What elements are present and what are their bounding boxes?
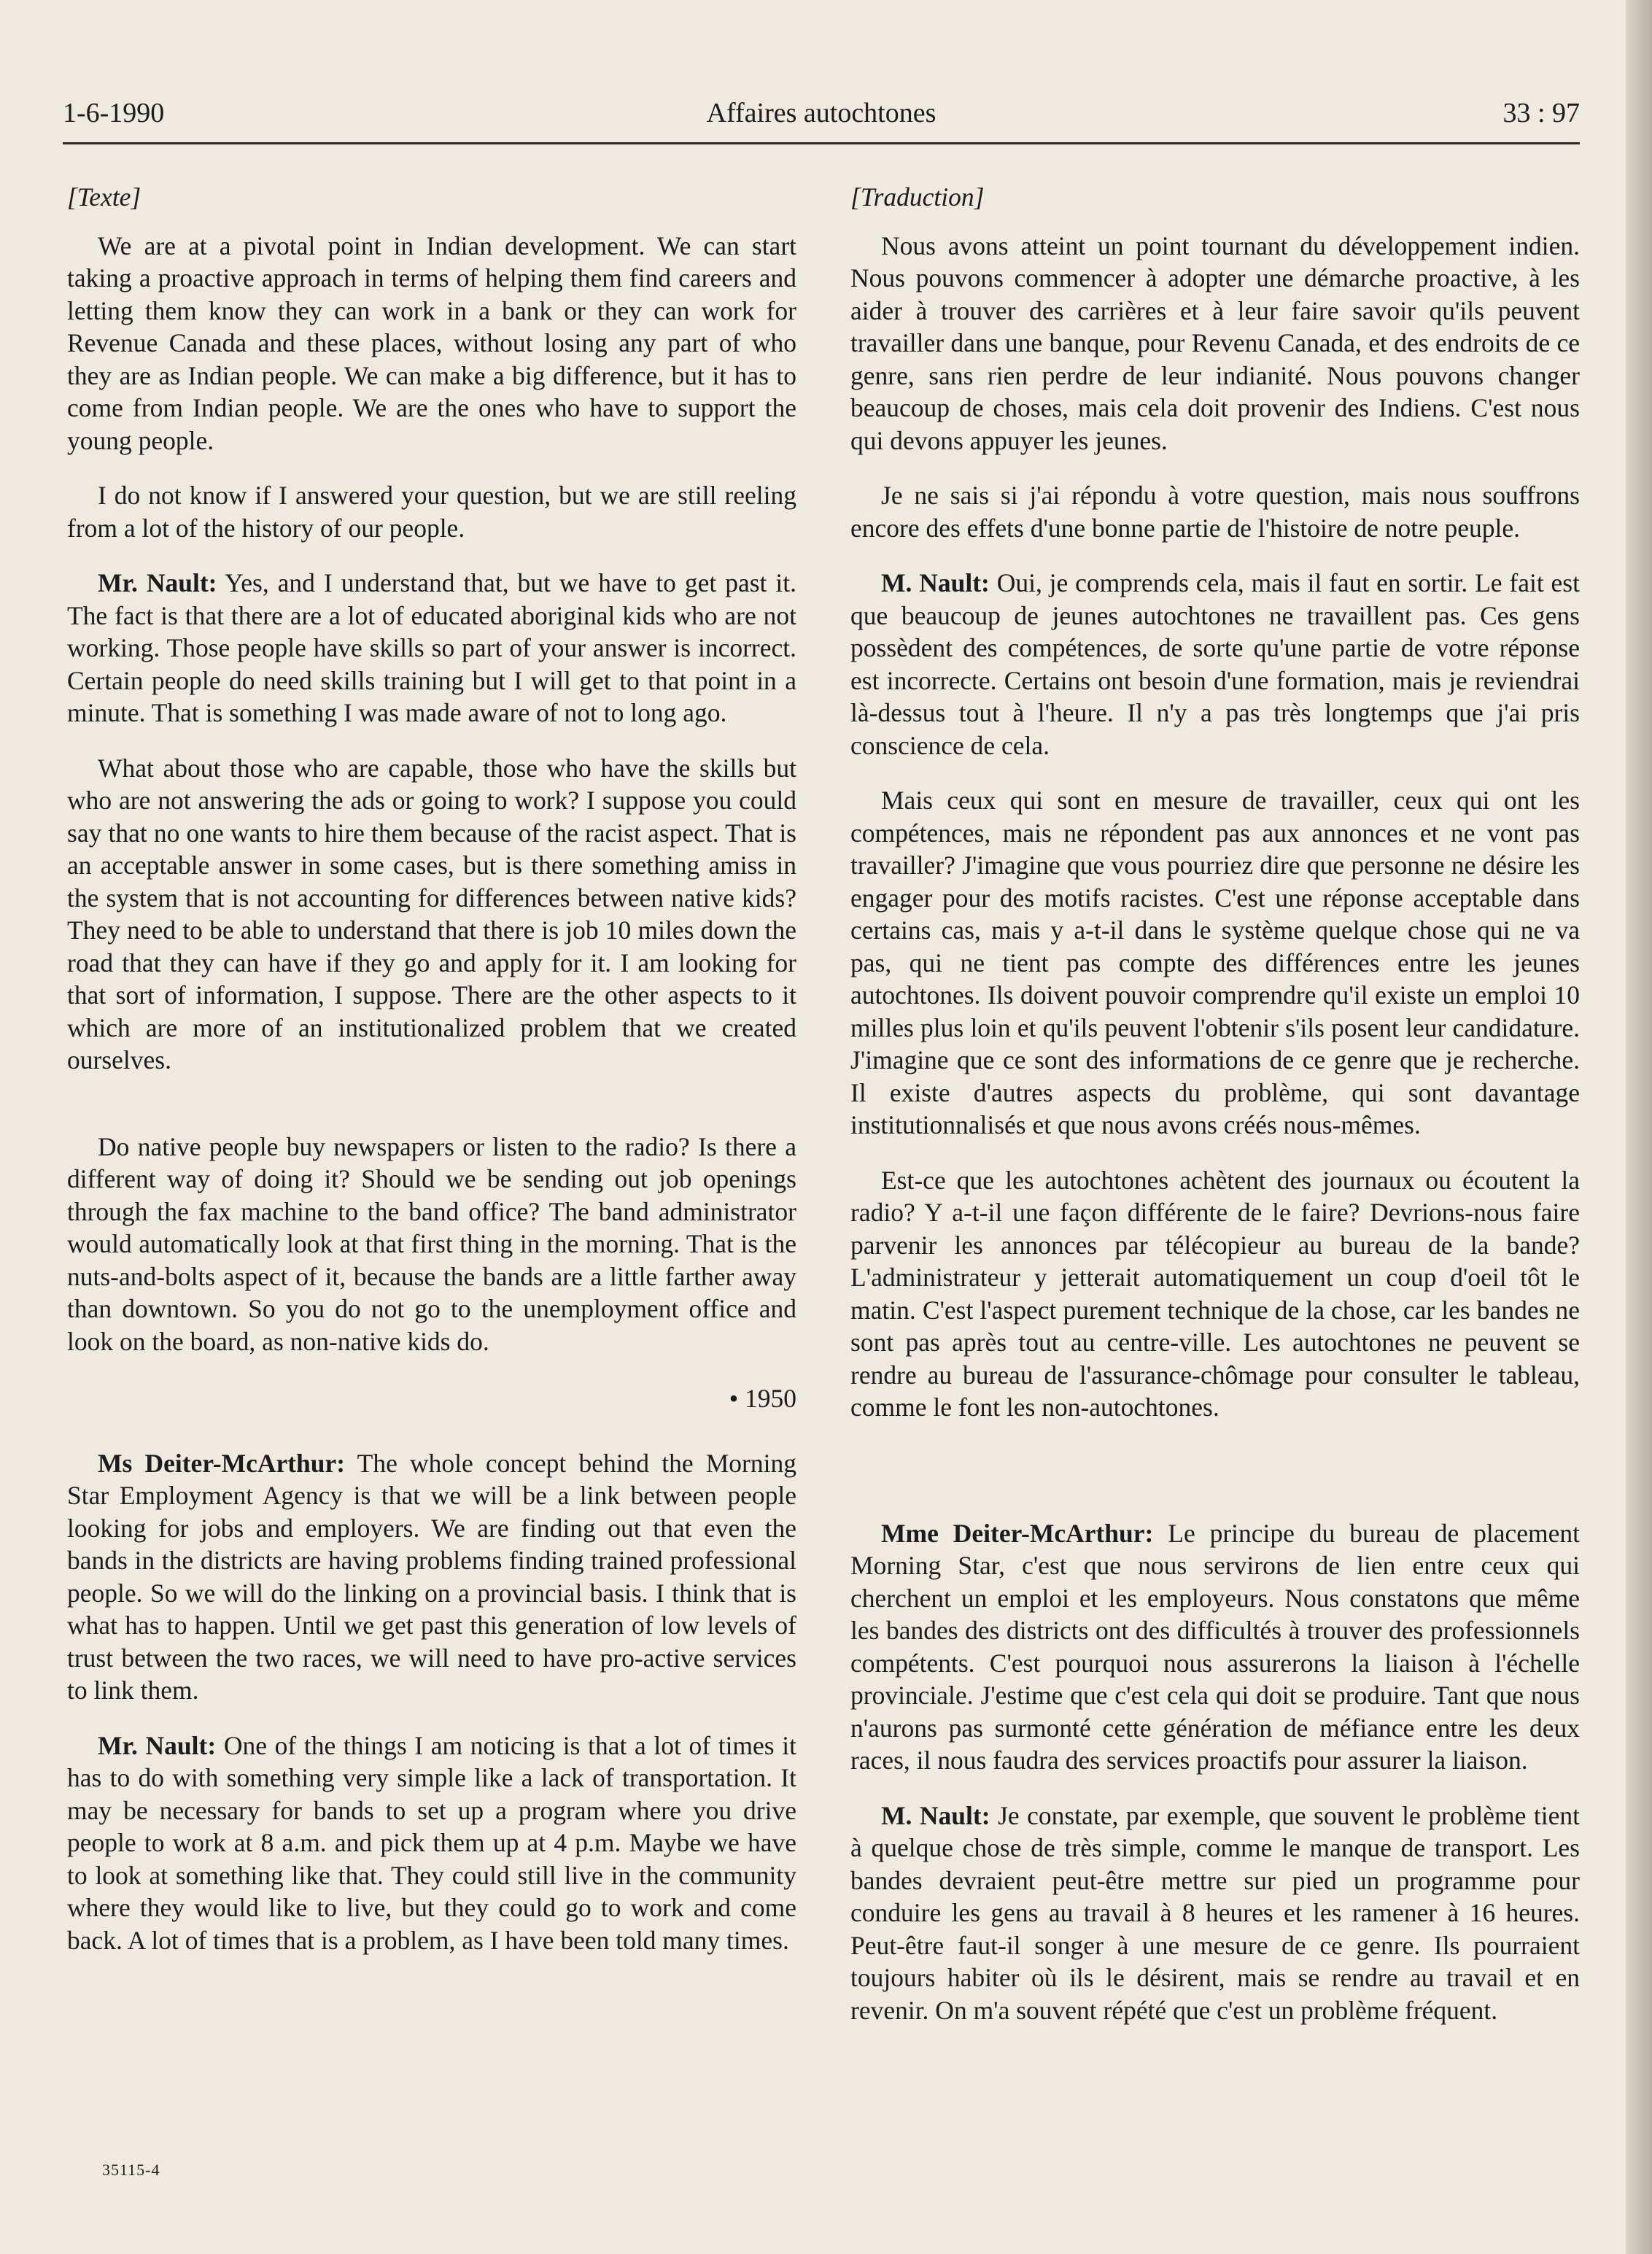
paragraph: Est-ce que les autochtones achètent des journaux ou écoutent la radio? Y a-t-il une façon différente de le faire? Devrions-nous faire parvenir les annonces par télécopieur au bureau de la bande? L'administrateur y jetterait automatiquement un coup d'oeil tôt le matin. C'est l'aspect purement technique de la chose, car les bandes ne sont pas après tout au centre-ville. Les autochtones ne peuvent se rendre au bureau de l'assurance-chômage pour consulter le tableau, comme le font les non-autochtones. bbox=[850, 1165, 1580, 1422]
header-date: 1-6-1990 bbox=[63, 98, 165, 128]
speech-text: Le principe du bureau de placement Morning Star, c'est que nous servirons de lien entre ceux qui cherchent un emploi et les employeurs. Nous constatons que même les bandes des districts ont des difficultés à trouver des professionnels compétents. C'est pourquoi nous assurerons la liaison à l'échelle provinciale. J'estime que c'est cela qui doit se produire. Tant que nous n'aurons pas surmonté cette génération de méfiance entre les deux races, il nous faudra des services proactifs pour assurer la liaison. bbox=[850, 1518, 1580, 1775]
paragraph: We are at a pivotal point in Indian development. We can start taking a proactive approach in terms of helping them find careers and letting them know they can work in a bank or they can work for Revenue Canada and these places, without losing any part of who they are as Indian people. We can make a big difference, but it has to come from Indian people. We are the ones who have to support the young people. bbox=[67, 231, 796, 455]
speaker-paragraph bbox=[67, 567, 796, 729]
speech-text: Je constate, par exemple, que souvent le problème tient à quelque chose de très simple, comme le manque de transport. Les bandes devraient peut-être mettre sur pied un programme pour conduire les gens au travail à 8 heures et les ramener à 16 heures. Peut-être faut-il songer à une mesure de ce genre. Ils pourraient toujours habiter où ils le désirent, mais se rendre au travail et en revenir. On m'a souvent répété que c'est un problème fréquent. bbox=[850, 1800, 1580, 2025]
speaker-name: M. Nault: bbox=[881, 568, 990, 597]
paragraph: Je ne sais si j'ai répondu à votre question, mais nous souffrons encore des effets d'une bonne partie de l'histoire de notre peuple. bbox=[850, 481, 1580, 543]
paragraph: Do native people buy newspapers or listen to the radio? Is there a different way of doing it? Should we be sending out job openings through the fax machine to the band office? The band administrator would automatically look at that first thing in the morning. That is the nuts-and-bolts aspect of it, because the bands are a little farther away than downtown. So you do not go to the unemployment office and look on the board, as non-native kids do. bbox=[67, 1131, 796, 1356]
speaker-paragraph bbox=[67, 1447, 796, 1707]
speech-text: Yes, and I understand that, but we have to get past it. The fact is that there are a lot of educated aboriginal kids who are not working. Those people have skills so part of your answer is incorrect. Certain people do need skills training but I will get to that point in a minute. That is something I was made aware of not to long ago. bbox=[67, 568, 796, 727]
french-column bbox=[850, 181, 1580, 2049]
time-marker: • 1950 bbox=[729, 1384, 796, 1413]
text-label: [Texte] bbox=[67, 182, 141, 212]
english-column bbox=[67, 181, 796, 1979]
speaker-name: Mr. Nault: bbox=[98, 1730, 217, 1760]
speaker-paragraph bbox=[850, 1517, 1580, 1777]
speech-text: One of the things I am noticing is that a lot of times it has to do with something very simple like a lack of transportation. It may be necessary for bands to set up a program where you drive people to work at 8 a.m. and pick them up at 4 p.m. Maybe we have to look at something like that. They could still live in the community where they would like to live, but they could go to work and come back. A lot of times that is a problem, as I have been told many times. bbox=[67, 1730, 796, 1955]
paragraph: What about those who are capable, those who have the skills but who are not answering the ads or going to work? I suppose you could say that no one wants to hire them because of the racist aspect. That is an acceptable answer in some cases, but is there something amiss in the system that is not accounting for differences between native kids? They need to be able to understand that there is job 10 miles down the road that they can have if they go and apply for it. I am looking for that sort of information, I suppose. There are the other aspects to it which are more of an institutionalized problem that we created ourselves. bbox=[67, 753, 796, 1074]
speech-text: The whole concept behind the Morning Star Employment Agency is that we will be a link between people looking for jobs and employers. We are finding out that even the bands in the districts are having problems finding trained professional people. So we will do the linking on a provincial basis. I think that is what has to happen. Until we get past this generation of low levels of trust between the two races, we will need to have pro-active services to link them. bbox=[67, 1448, 796, 1705]
paragraph: Mais ceux qui sont en mesure de travailler, ceux qui ont les compétences, mais ne répondent pas aux annonces et ne vont pas travailler? J'imagine que vous pourriez dire que personne ne désire les engager pour des motifs racistes. C'est une réponse acceptable dans certains cas, mais y a-t-il dans le système quelque chose qui ne va pas, qui ne tient pas compte des différences entre les jeunes autochtones. Ils doivent pouvoir comprendre qu'il existe un emploi 10 milles plus loin et qu'ils peuvent l'obtenir s'ils posent leur candidature. J'imagine que ce sont des informations de ce genre que je recherche. Il existe d'autres aspects du problème, qui sont davantage institutionnalisés et que nous avons créés nous-mêmes. bbox=[850, 786, 1580, 1139]
speaker-name: Mr. Nault: bbox=[98, 568, 217, 597]
speaker-paragraph bbox=[850, 1800, 1580, 2027]
speaker-paragraph bbox=[67, 1730, 796, 1957]
speaker-name: Mme Deiter-McArthur: bbox=[881, 1518, 1154, 1548]
header-title: Affaires autochtones bbox=[706, 98, 936, 128]
speech-text: Oui, je comprends cela, mais il faut en sortir. Le fait est que beaucoup de jeunes autochtones ne travaillent pas. Ces gens possèdent des compétences, de sorte qu'une partie de votre réponse est incorrecte. Certains ont besoin d'une formation, mais je reviendrai là-dessus tout à l'heure. Il n'y a pas très longtemps que j'ai pris conscience de cela. bbox=[850, 568, 1580, 760]
translation-label: [Traduction] bbox=[850, 182, 985, 212]
header-page-number: 33 : 97 bbox=[1502, 98, 1580, 128]
paragraph: Nous avons atteint un point tournant du développement indien. Nous pouvons commencer à adopter une démarche proactive, à les aider à trouver des carrières et à leur faire savoir qu'ils peuvent travailler dans une banque, pour Revenu Canada, et des endroits de ce genre, sans rien perdre de leur indianité. Nous pouvons changer beaucoup de choses, mais cela doit provenir des Indiens. C'est nous qui devons appuyer les jeunes. bbox=[850, 231, 1580, 455]
speaker-name: Ms Deiter-McArthur: bbox=[98, 1448, 346, 1478]
paragraph: I do not know if I answered your question, but we are still reeling from a lot of the history of our people. bbox=[67, 481, 796, 543]
page-edge bbox=[1626, 0, 1652, 2254]
speaker-paragraph bbox=[850, 567, 1580, 762]
page-header bbox=[63, 91, 1580, 144]
speaker-name: M. Nault: bbox=[881, 1800, 990, 1830]
print-code: 35115-4 bbox=[102, 2161, 160, 2179]
